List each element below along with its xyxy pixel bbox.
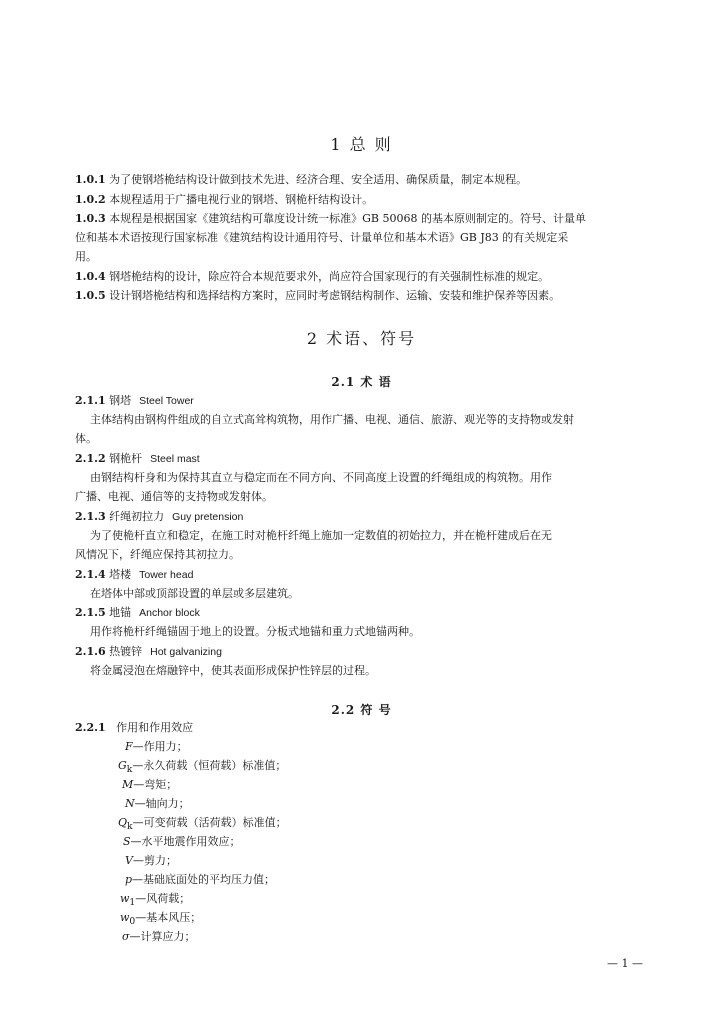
section-2-2-title: 2.2 符 号 (331, 703, 392, 717)
page-number: — 1 — (607, 957, 643, 970)
clause-text: 设计钢塔桅结构和选择结构方案时，应同时考虑钢结构制作、运输、安装和维护保养等因素。 (109, 289, 561, 302)
symbol-row (122, 778, 177, 792)
symbol-subscript: 0 (129, 916, 136, 928)
clause-1-0-2 (75, 193, 373, 207)
term-desc: 主体结构由钢构件组成的自立式高耸构筑物，用作广播、电视、通信、旅游、观光等的支持物或发射 (90, 413, 574, 426)
term-number: 2.1.3 (75, 510, 106, 523)
symbol-definition: —弯矩； (133, 778, 178, 791)
clause-text: 本规程适用于广播电视行业的钢塔、钢桅杆结构设计。 (109, 193, 374, 206)
term-en: Steel mast (150, 453, 200, 465)
term-2-1-5 (75, 606, 200, 620)
symbol: w (120, 892, 130, 905)
term-cn: 地锚 (109, 606, 132, 619)
symbol-definition: —计算应力； (129, 930, 196, 943)
symbol-row (125, 740, 188, 754)
clause-number: 1.0.5 (75, 289, 106, 302)
subsection-label: 作用和作用效应 (116, 721, 194, 734)
clause-text: 为了使钢塔桅结构设计做到技术先进、经济合理、安全适用、确保质量，制定本规程。 (109, 173, 528, 186)
symbol-definition: —轴向力； (134, 797, 190, 810)
symbol: N (125, 797, 135, 810)
subsection-2-2-1 (75, 721, 193, 735)
term-en: Guy pretension (172, 511, 244, 523)
term-desc: 由钢结构杆身和为保持其直立与稳定而在不同方向、不同高度上设置的纤绳组成的构筑物。用作 (90, 471, 552, 484)
term-number: 2.1.5 (75, 606, 106, 619)
term-en: Anchor block (139, 607, 200, 619)
symbol-row (125, 873, 275, 887)
term-en: Hot galvanizing (150, 646, 222, 658)
symbol-definition: —剪力； (132, 854, 177, 867)
symbol-row (118, 759, 286, 777)
chapter-2-title: 2 术语、符号 (306, 329, 417, 348)
term-en: Tower head (139, 569, 194, 581)
clause-text-continued: 位和基本术语按现行国家标准《建筑结构设计通用符号、计量单位和基本术语》GB J83 的有关规定采 (75, 231, 569, 244)
symbol-row (125, 854, 177, 868)
symbol: S (123, 835, 131, 848)
term-cn: 钢桅杆 (109, 452, 143, 465)
clause-number: 1.0.1 (75, 173, 106, 186)
symbol: σ (122, 930, 130, 943)
clause-number: 1.0.2 (75, 193, 106, 206)
term-2-1-3 (75, 510, 243, 524)
symbol-row (125, 797, 190, 811)
term-cn: 纤绳初拉力 (109, 510, 165, 523)
symbol: w (120, 911, 130, 924)
clause-text-continued: 用。 (75, 250, 97, 263)
subsection-number: 2.2.1 (75, 721, 106, 734)
symbol-row (120, 911, 201, 929)
term-desc: 将金属浸泡在熔融锌中，使其表面形成保护性锌层的过程。 (90, 664, 376, 677)
clause-number: 1.0.4 (75, 270, 106, 283)
term-number: 2.1.1 (75, 394, 106, 407)
term-2-1-4 (75, 568, 193, 582)
symbol: Q (118, 816, 128, 829)
section-2-1-title: 2.1 术 语 (331, 375, 392, 389)
symbol-definition: —可变荷载（活荷载）标准值； (132, 816, 287, 829)
symbol-row (123, 835, 241, 849)
symbol: V (125, 854, 133, 867)
term-number: 2.1.6 (75, 645, 106, 658)
clause-number: 1.0.3 (75, 212, 106, 225)
term-2-1-2 (75, 452, 200, 466)
clause-1-0-5 (75, 289, 560, 303)
clause-1-0-1 (75, 173, 527, 187)
term-number: 2.1.2 (75, 452, 106, 465)
clause-1-0-3 (75, 212, 586, 226)
chapter-1-title: 1 总 则 (330, 135, 393, 154)
clause-text: 钢塔桅结构的设计，除应符合本规范要求外，尚应符合国家现行的有关强制性标准的规定。 (109, 270, 550, 283)
clause-1-0-4 (75, 270, 549, 284)
symbol-definition: —基本风压； (135, 911, 202, 924)
term-en: Steel Tower (139, 395, 194, 407)
term-cn: 热镀锌 (109, 645, 143, 658)
term-desc: 广播、电视、通信等的支持物或发射体。 (75, 490, 273, 503)
symbol-subscript: k (127, 821, 133, 833)
term-desc: 在塔体中部或顶部设置的单层或多层建筑。 (90, 587, 299, 600)
symbol: p (125, 873, 133, 886)
term-desc: 体。 (75, 432, 97, 445)
term-desc: 用作将桅杆纤绳锚固于地上的设置。分板式地锚和重力式地锚两种。 (90, 625, 420, 638)
symbol-row (120, 892, 190, 910)
symbol: G (118, 759, 127, 772)
symbol: M (122, 778, 134, 791)
symbol-definition: —水平地震作用效应； (130, 835, 241, 848)
term-cn: 塔楼 (109, 568, 132, 581)
term-desc: 风情况下，纤绳应保持其初拉力。 (75, 548, 240, 561)
term-number: 2.1.4 (75, 568, 106, 581)
clause-text: 本规程是根据国家《建筑结构可靠度设计统一标准》GB 50068 的基本原则制定的。符号、计量单 (109, 212, 586, 225)
term-2-1-6 (75, 645, 222, 659)
symbol-subscript: k (126, 764, 133, 776)
symbol-row (118, 816, 287, 834)
term-desc: 为了使桅杆直立和稳定，在施工时对桅杆纤绳上施加一定数值的初始拉力，并在桅杆建成后在无 (90, 529, 552, 542)
symbol: F (125, 740, 133, 753)
symbol-definition: —作用力； (132, 740, 188, 753)
symbol-definition: —风荷载； (135, 892, 191, 905)
symbol-definition: —永久荷载（恒荷载）标准值； (132, 759, 287, 772)
term-2-1-1 (75, 394, 194, 408)
term-cn: 钢塔 (109, 394, 132, 407)
symbol-definition: —基础底面处的平均压力值； (132, 873, 276, 886)
symbol-row (122, 930, 196, 944)
symbol-subscript: 1 (129, 897, 136, 909)
